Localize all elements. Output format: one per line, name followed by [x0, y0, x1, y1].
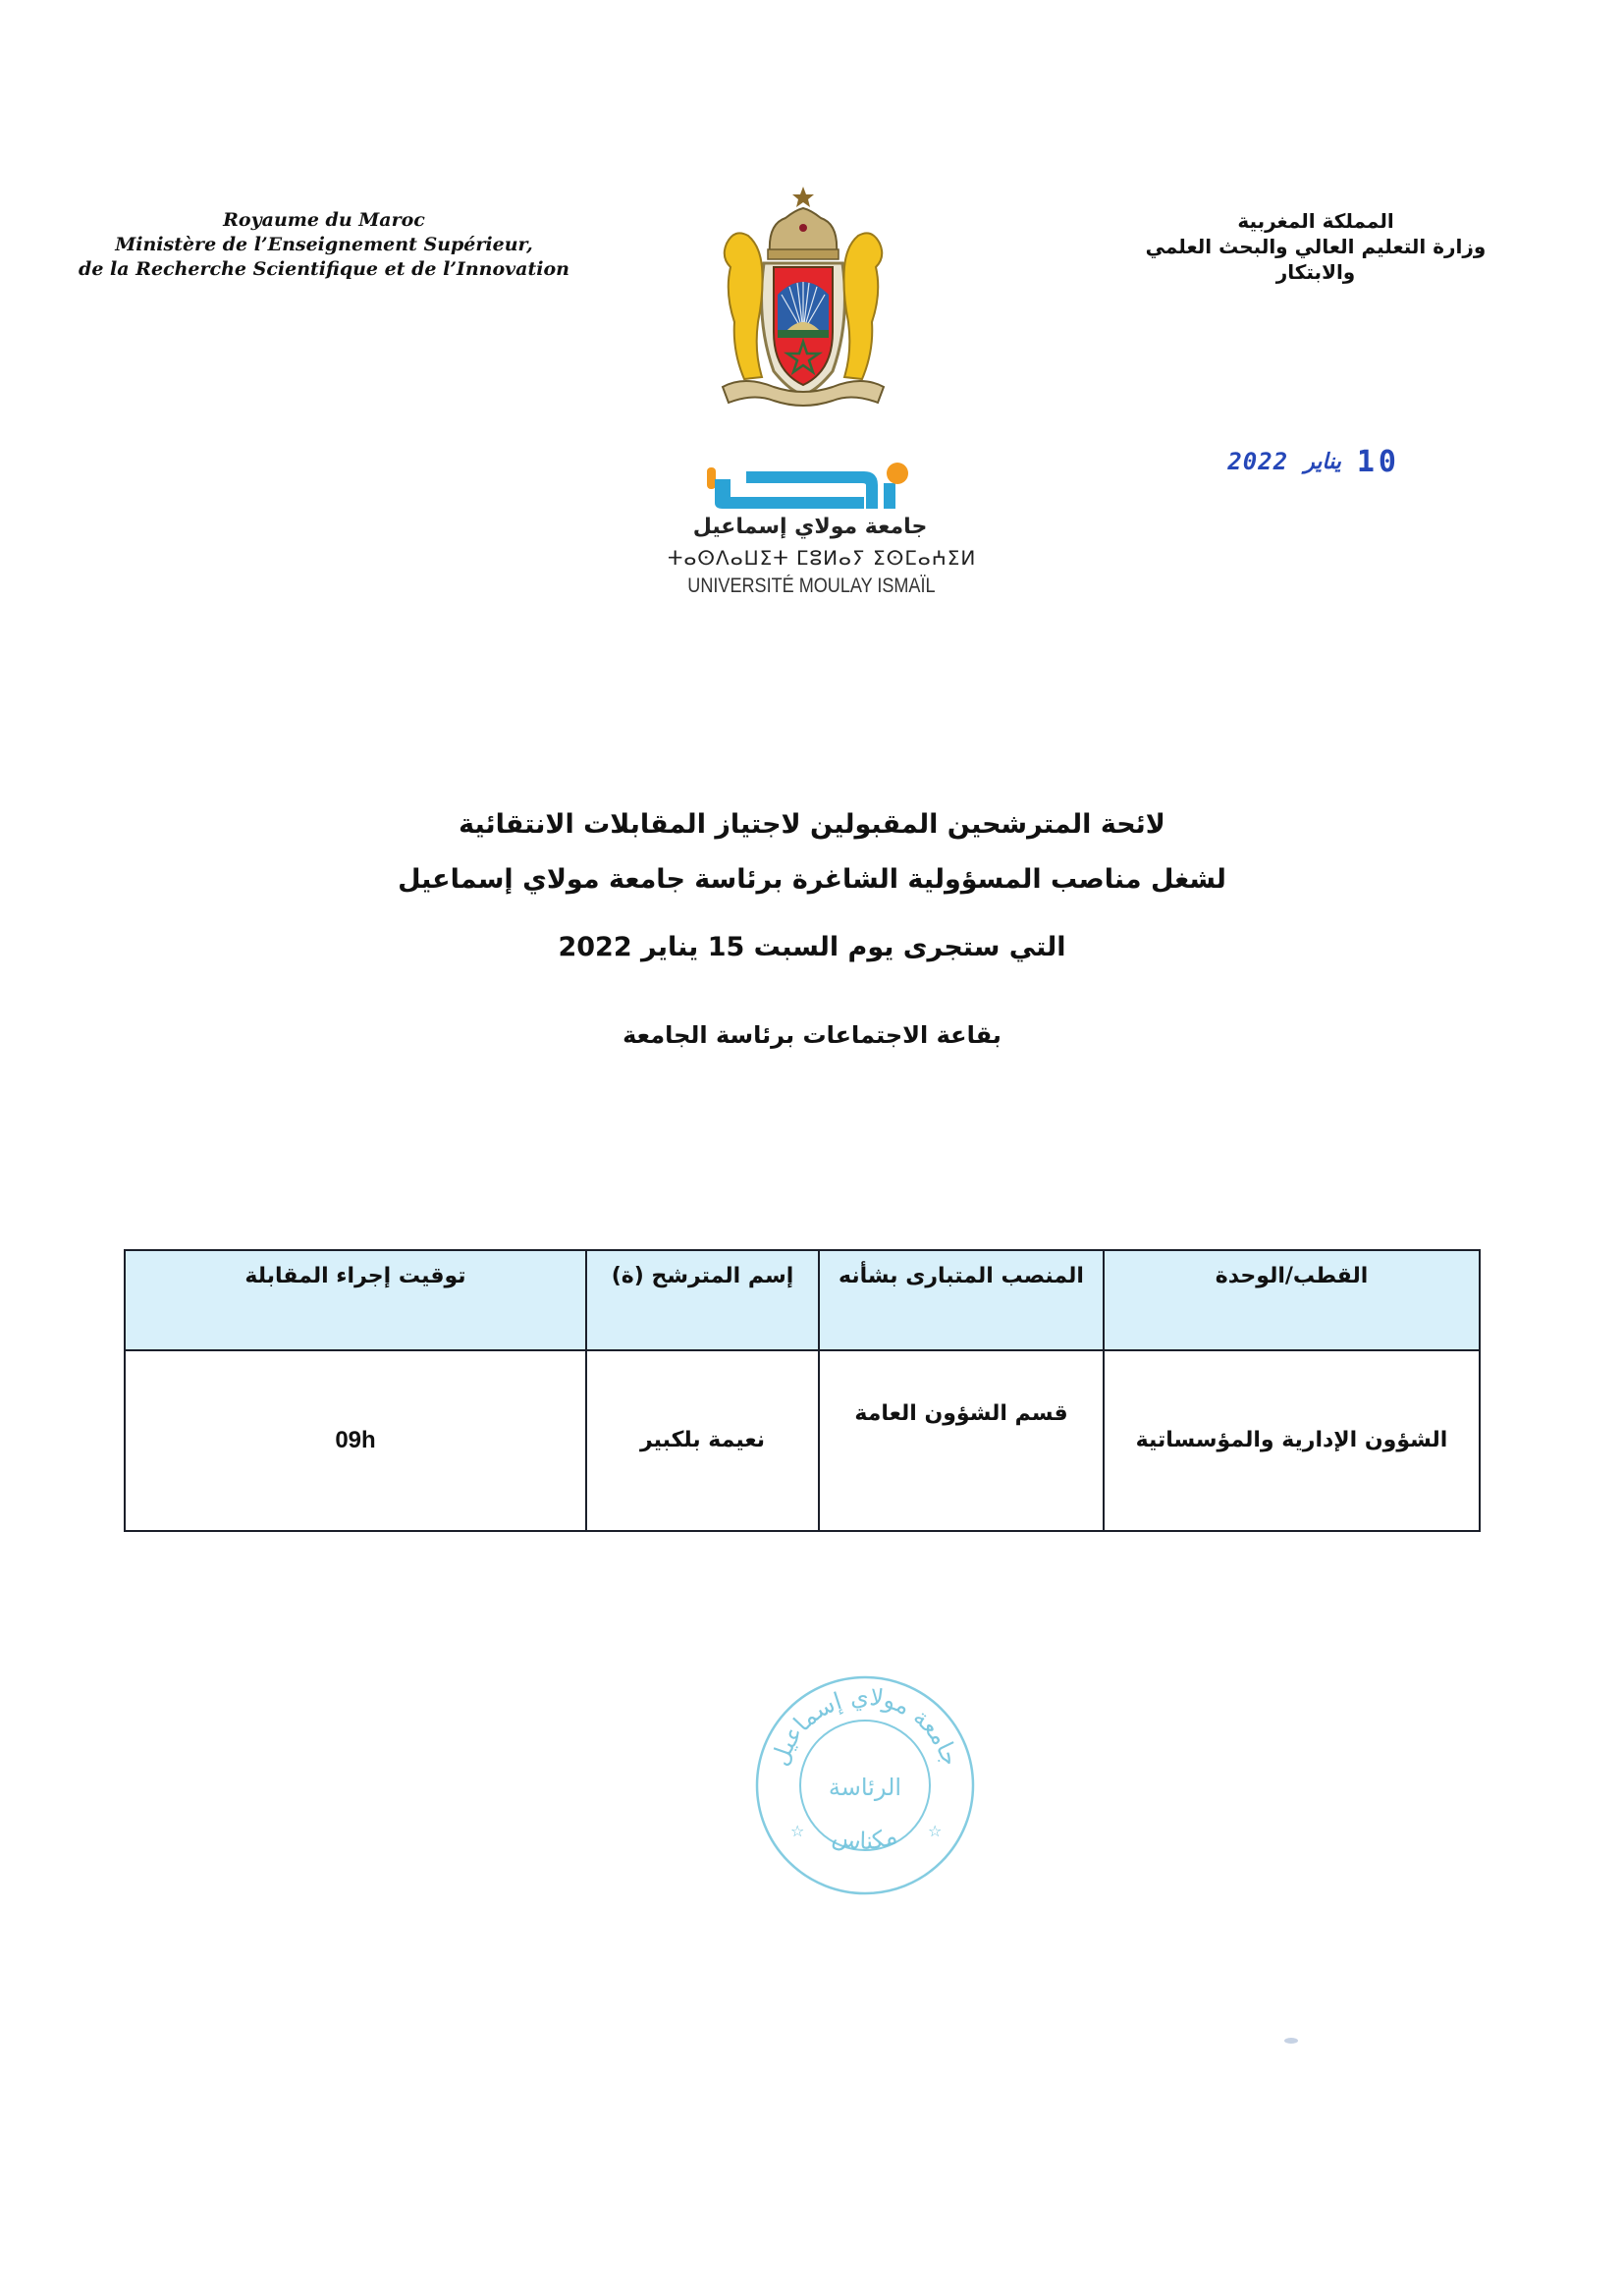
arabic-letterhead [1129, 208, 1502, 285]
svg-text:جامعة مولاي إسماعيل [766, 1683, 964, 1770]
column-header-position: المنصب المتبارى بشأنه [819, 1250, 1104, 1350]
document-title-line2: لشغل مناصب المسؤولية الشاغرة برئاسة جامعة مولاي إسماعيل [398, 864, 1226, 895]
date-year: 2022 [1227, 448, 1289, 475]
scan-speck [1284, 2038, 1298, 2044]
official-seal-stamp [751, 1671, 979, 1899]
ministry-name-fr-line1: Ministère de l’Enseignement Supérieur, [115, 234, 533, 255]
ministry-name-ar-line2: والابتكار [1275, 260, 1356, 284]
ministry-name-ar-line1: وزارة التعليم العالي والبحث العلمي [1145, 235, 1487, 258]
university-name-ar: جامعة مولاي إسماعيل [692, 515, 928, 539]
column-header-unit: القطب/الوحدة [1104, 1250, 1480, 1350]
cell-unit: الشؤون الإدارية والمؤسساتية [1104, 1350, 1480, 1531]
seal-bottom-text: مكناس [830, 1821, 901, 1856]
kingdom-name-fr: Royaume du Maroc [223, 209, 425, 231]
coat-of-arms-icon [705, 185, 901, 412]
svg-text:مكناس [830, 1822, 900, 1856]
table-row [125, 1350, 1480, 1531]
date-day: 10 [1356, 444, 1400, 479]
document-title-date: التي ستجرى يوم السبت 15 يناير 2022 [558, 932, 1066, 962]
seal-outer-text: جامعة مولاي إسماعيل [765, 1682, 965, 1770]
ministry-name-fr-line2: de la Recherche Scientifique et de l’Innovation [79, 258, 569, 280]
seal-star-icon: ☆ [928, 1822, 943, 1840]
table-header-row [125, 1250, 1480, 1350]
university-name-tifinagh: ⵜⴰⵙⴷⴰⵡⵉⵜ ⵎⵓⵍⴰⵢ ⵉⵙⵎⴰⵄⵉⵍ [668, 546, 977, 570]
seal-inner-text: الرئاسة [828, 1774, 902, 1801]
document-title-line1: لائحة المترشحين المقبولين لاجتياز المقابلات الانتقائية [459, 809, 1165, 840]
column-header-interview-time: توقيت إجراء المقابلة [125, 1250, 586, 1350]
seal-star-icon: ☆ [790, 1822, 805, 1840]
french-letterhead [69, 208, 579, 282]
cell-candidate: نعيمة بلكبير [586, 1350, 819, 1531]
column-header-candidate: إسم المترشح (ة) [586, 1250, 819, 1350]
cell-interview-time: 09h [125, 1350, 586, 1531]
candidates-table [124, 1249, 1481, 1532]
date-month: يناير [1304, 449, 1341, 474]
kingdom-name-ar: المملكة المغربية [1237, 209, 1394, 233]
cell-position: قسم الشؤون العامة [819, 1350, 1104, 1531]
document-title-location: بقاعة الاجتماعات برئاسة الجامعة [623, 1021, 1001, 1049]
university-name-fr: UNIVERSITÉ MOULAY ISMAÏL [687, 574, 936, 597]
date-stamp [1204, 440, 1400, 483]
